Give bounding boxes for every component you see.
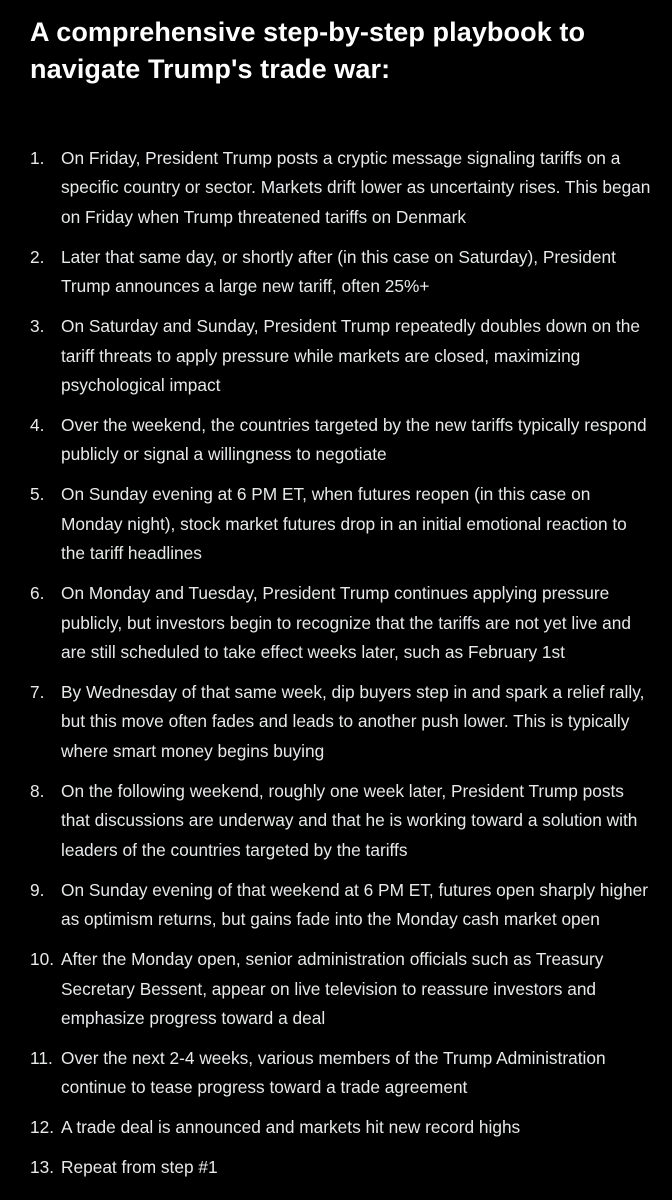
step-text: Later that same day, or shortly after (in this case on Saturday), President Trump announces a large new tariff, often 25%+ [61,246,616,297]
list-item [30,1044,652,1103]
step-text: Repeat from step #1 [61,1157,218,1178]
step-number: 8. [30,780,45,801]
step-number: 3. [30,316,45,337]
steps-list [30,144,652,1183]
step-text: Over the weekend, the countries targeted by the new tariffs typically respond publicly or signal a willingness to negotiate [61,415,647,465]
step-text: On Sunday evening at 6 PM ET, when futures reopen (in this case on Monday night), stock market futures drop in an initial emotional reaction to the tariff headlines [61,484,627,564]
list-item [30,1113,652,1142]
step-text: After the Monday open, senior administration officials such as Treasury Secretary Bessent, appear on live television to reassure investors and emphasize progress toward a deal [61,949,604,1028]
list-item [30,678,652,766]
step-number: 2. [30,246,45,267]
step-number: 12. [30,1117,55,1138]
step-text: On Saturday and Sunday, President Trump repeatedly doubles down on the tariff threats to apply pressure while markets are closed, maximizing psychological impact [61,316,640,396]
list-item [30,777,652,865]
step-number: 5. [30,484,45,505]
list-item [30,312,652,400]
step-text: Over the next 2-4 weeks, various members of the Trump Administration continue to tease progress toward a trade agreement [61,1047,606,1098]
list-item [30,579,652,667]
step-number: 6. [30,583,45,604]
step-text: On Monday and Tuesday, President Trump continues applying pressure publicly, but investors begin to recognize that the tariffs are not yet live and are still scheduled to take effect weeks later, such as February 1st [61,583,631,663]
list-item [30,144,652,232]
step-number: 10. [30,949,55,970]
step-text: On Sunday evening of that weekend at 6 PM ET, futures open sharply higher as optimism returns, but gains fade into the Monday cash market open [61,879,648,930]
step-number: 7. [30,682,45,703]
step-number: 4. [30,415,45,436]
list-item [30,1153,652,1182]
list-item [30,480,652,568]
step-number: 9. [30,879,45,900]
step-text: On the following weekend, roughly one week later, President Trump posts that discussions are underway and that he is working toward a solution with leaders of the countries targeted by the tariffs [61,780,638,860]
list-item [30,876,652,935]
document-title: A comprehensive step-by-step playbook to navigate Trump's trade war: [30,17,586,84]
step-number: 11. [30,1047,53,1068]
step-text: By Wednesday of that same week, dip buyers step in and spark a relief rally, but this move often fades and leads to another push lower. This is typically where smart money begins buying [61,682,645,761]
step-number: 13. [30,1157,55,1178]
list-item [30,945,652,1033]
list-item [30,411,652,470]
list-item [30,243,652,302]
step-text: A trade deal is announced and markets hit new record highs [61,1117,521,1138]
step-text: On Friday, President Trump posts a cryptic message signaling tariffs on a specific country or sector. Markets drift lower as uncertainty rises. This began on Friday when Trump threatened tariffs on Denmark [61,148,651,227]
step-number: 1. [30,148,45,168]
